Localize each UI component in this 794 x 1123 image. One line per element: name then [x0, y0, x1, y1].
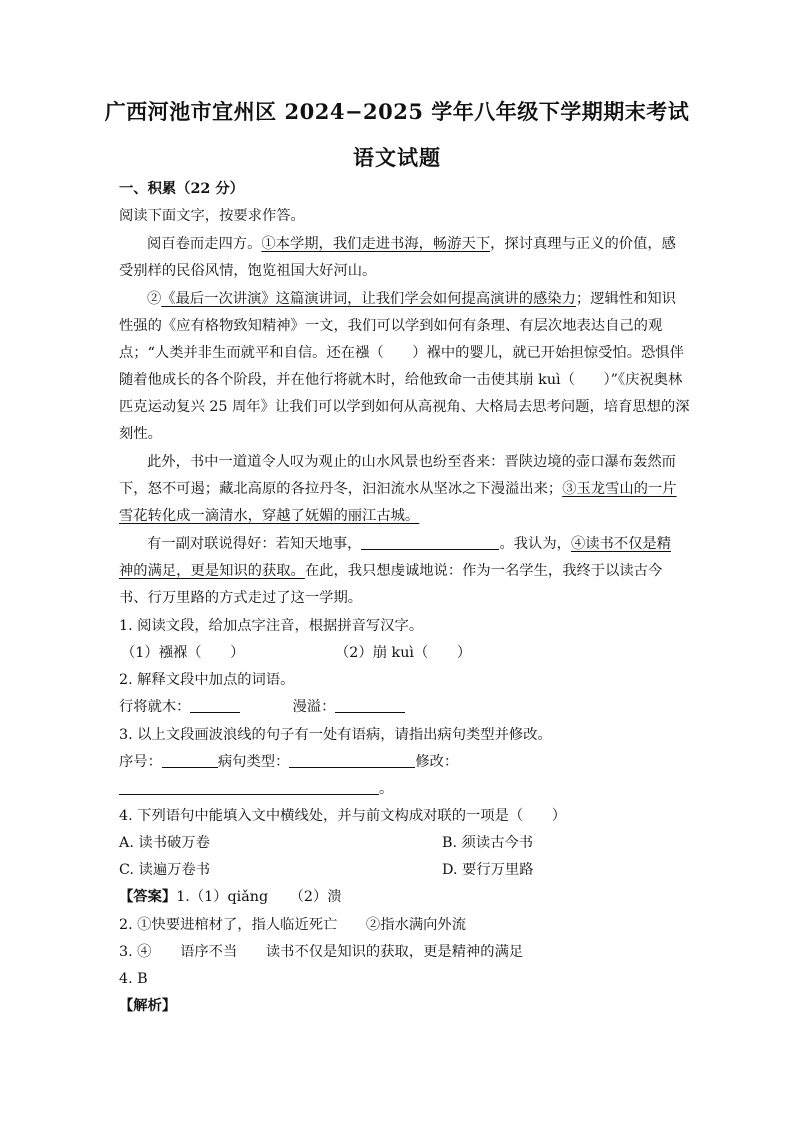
question-2-stem: 2. 解释文段中加点的词语。: [119, 672, 295, 688]
paragraph-2-line-4: 随着他成长的各个阶段，并在他行将就木时，给他致命一击使其崩 kuì（ ）”《庆祝奥林: [119, 372, 683, 388]
question-1-stem: 1. 阅读文段，给加点字注音，根据拼音写汉字。: [119, 618, 424, 634]
question-3-answers: [119, 753, 679, 771]
couplet-blank: [361, 535, 499, 550]
q2-blank-b: [335, 698, 405, 713]
question-3-fix-line: [119, 780, 679, 798]
paragraph-2-line-5: 匹克运动复兴 25 周年》让我们可以学到如何从高视角、大格局去思考问题，培育思想的深: [119, 399, 690, 415]
paragraph-2-line-2: 性强的《应有格物致知精神》一文，我们可以学到如何有条理、有层次地表达自己的观: [119, 318, 663, 334]
paragraph-3-line-1: 此外，书中一道道令人叹为观止的山水风景也纷至沓来：晋陕边境的壶口瀑布轰然而: [147, 454, 676, 470]
section-heading: 一、积累（22 分）: [119, 181, 244, 197]
p4-text-c: 在此，我只想虔诚地说：作为一名学生，我终于以读古今: [304, 563, 663, 579]
question-2-answers: [119, 698, 679, 716]
answer-4: 4. B: [119, 971, 148, 987]
paragraph-4-line-1: [147, 535, 707, 553]
p1-text-c: ，探讨真理与正义的价值，感: [490, 236, 676, 252]
p3-underlined-sentence-start: ③玉龙雪山的一片: [562, 481, 677, 497]
answer-1: 1.（1）qiǎng （2）溃: [176, 889, 342, 905]
p1-underlined-sentence: ①本学期，我们走进书海，畅游天下: [261, 236, 491, 252]
answer-2: 2. ①快要进棺材了，指人临近死亡 ②指水满向外流: [119, 917, 467, 933]
paragraph-4-line-2: [119, 562, 679, 580]
question-1-part-b: （2）崩 kuì（ ）: [335, 645, 472, 661]
q3-seq-blank: [162, 753, 218, 768]
paragraph-2-line-3: 点；“人类并非生而就平和自信。还在襁（ ）褓中的婴儿，就已开始担惊受怕。恐惧伴: [119, 345, 684, 361]
paragraph-1-line-2: 受别样的民俗风情，饱览祖国大好河山。: [119, 263, 377, 279]
analysis-label: 【解析】: [119, 998, 177, 1014]
option-c: C. 读遍万卷书: [119, 862, 211, 878]
option-b: B. 须读古今书: [442, 835, 534, 851]
q3-end-mark: 。: [379, 781, 394, 797]
instruction-text: 阅读下面文字，按要求作答。: [119, 208, 305, 224]
p4-text-b: 。我认为，: [499, 536, 571, 552]
paragraph-2-line-6: 刻性。: [119, 426, 162, 442]
p4-text-a: 有一副对联说得好：若知天地事，: [147, 536, 362, 552]
option-a: A. 读书破万卷: [119, 835, 210, 851]
q2-blank-a: [190, 698, 240, 713]
answer-label: 【答案】: [119, 889, 177, 905]
question-1-part-a: （1）襁褓（ ）: [121, 645, 245, 661]
q3-fix-label: 修改：: [415, 754, 459, 770]
q3-fix-blank: [119, 780, 379, 795]
p3-underlined-sentence-end: 雪花转化成一滴清水，穿越了妩媚的丽江古城。: [119, 508, 420, 524]
paragraph-4-line-3: 书、行万里路的方式走过了这一学期。: [119, 590, 363, 606]
p2-text: ；逻辑性和知识: [575, 291, 676, 307]
p4-underlined-sentence-start: ④读书不仅是精: [570, 536, 672, 552]
q2-term-a: 行将就木：: [119, 699, 191, 715]
question-3-stem: 3. 以上文段画波浪线的句子有一处有语病，请指出病句类型并修改。: [119, 727, 552, 743]
answer-line-1: [119, 888, 679, 906]
paragraph-3-line-2: [119, 480, 679, 498]
q3-seq-label: 序号：: [119, 754, 162, 770]
p4-underlined-sentence-end: 神的满足，更是知识的获取。: [119, 563, 305, 579]
question-4-stem: 4. 下列语句中能填入文中横线处，并与前文构成对联的一项是（ ）: [119, 808, 567, 824]
paragraph-3-line-3: [119, 507, 679, 525]
page-title: 广西河池市宜州区 2024−2025 学年八年级下学期期末考试: [104, 99, 690, 124]
option-d: D. 要行万里路: [442, 862, 534, 878]
q3-type-blank: [289, 753, 415, 768]
q2-term-b: 漫溢：: [292, 699, 336, 715]
paragraph-1-line-1: [147, 235, 707, 253]
p1-text-a: 阅百卷而走四方。: [147, 236, 262, 252]
answer-3: 3. ④ 语序不当 读书不仅是知识的获取，更是精神的满足: [119, 944, 524, 960]
p2-underlined-sentence: 《最后一次讲演》这篇演讲词，让我们学会如何提高演讲的感染力: [161, 291, 576, 307]
q3-type-label: 病句类型：: [217, 754, 290, 770]
page-subtitle: 语文试题: [353, 145, 441, 170]
p2-num: ②: [147, 291, 162, 307]
p3-text: 下，怒不可遏；藏北高原的各拉丹冬，汩汩流水从坚冰之下漫溢出来；: [119, 481, 563, 497]
paragraph-2-line-1: [147, 290, 707, 308]
